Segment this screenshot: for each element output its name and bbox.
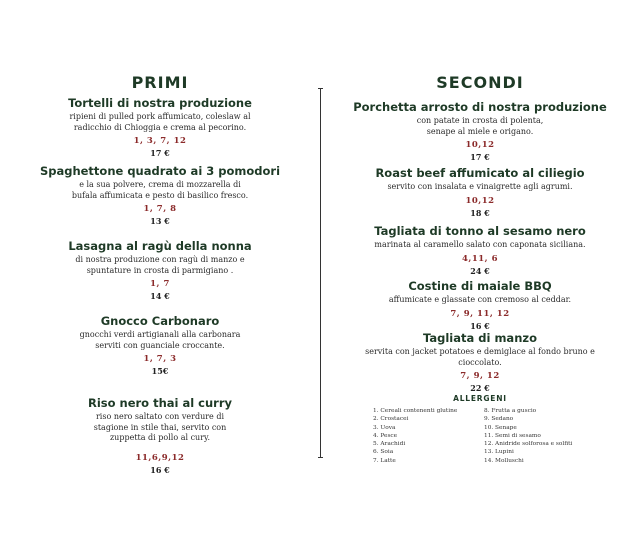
menu-item — [320, 279, 640, 332]
price: 14 € — [150, 291, 170, 301]
price: 22 € — [470, 383, 490, 393]
allergen-entry: 9. Sedano — [484, 416, 514, 423]
desc-line: bufala affumicata e pesto di basilico fresco. — [71, 190, 249, 200]
menu-item — [320, 224, 640, 277]
desc-line: con patate in crosta di polenta, — [416, 116, 544, 125]
menu-item — [320, 100, 640, 163]
desc-line: cioccolato. — [458, 357, 502, 367]
dish-title: Lasagna al ragù della nonna — [68, 239, 252, 253]
desc-line: servito con insalata e vinaigrette agli agrumi. — [387, 182, 573, 191]
desc-line: senape al miele e origano. — [426, 126, 534, 136]
divider-cap-bottom — [318, 457, 323, 458]
dish-description — [320, 347, 640, 368]
allergen-entry: 2. Crostacei — [373, 416, 409, 423]
dish-description — [320, 240, 640, 251]
desc-line: servita con jacket potatoes e demiglace al fondo bruno e — [365, 347, 595, 356]
allergen-codes: 1, 7 — [150, 279, 170, 289]
menu-item — [0, 96, 320, 159]
desc-line: gnocchi verdi artigianali alla carbonara — [79, 330, 241, 339]
allergen-list-left — [373, 407, 457, 465]
dish-title: Costine di maiale BBQ — [408, 279, 552, 293]
allergeni-title: ALLERGENI — [453, 394, 507, 403]
dish-description — [320, 295, 640, 306]
menu-item — [0, 164, 320, 227]
allergen-codes: 10,12 — [465, 195, 495, 206]
desc-line: di nostra produzione con ragù di manzo e — [75, 255, 245, 264]
allergen-list-right — [484, 407, 572, 465]
allergen-codes: 1, 7, 8 — [143, 204, 177, 214]
allergen-codes: 10,12 — [465, 140, 495, 150]
allergen-entry: 13. Lupini — [484, 449, 514, 456]
price: 18 € — [470, 207, 490, 218]
price: 24 € — [470, 265, 490, 276]
dish-description — [320, 182, 640, 193]
allergen-entry: 12. Anidride solforosa e solfiti — [484, 441, 573, 448]
dish-title: Riso nero thai al curry — [87, 396, 233, 410]
allergen-codes: 11,6,9,12 — [135, 452, 185, 463]
allergen-entry: 3. Uova — [373, 424, 396, 431]
desc-line: stagione in stile thai, servito con — [93, 422, 227, 432]
dish-description — [0, 112, 320, 133]
dish-description — [320, 116, 640, 137]
menu-item — [0, 396, 320, 476]
allergen-entry: 5. Arachidi — [373, 441, 406, 448]
price: 17 € — [150, 148, 170, 158]
dish-title: Tagliata di manzo — [423, 331, 537, 345]
desc-line: zuppetta di pollo al cury. — [109, 433, 211, 442]
dish-description — [0, 180, 320, 201]
menu-item — [0, 314, 320, 377]
allergen-entry: 1. Cereali contenenti glutine — [373, 408, 458, 414]
price: 17 € — [470, 152, 490, 162]
price: 16 € — [470, 320, 490, 331]
allergen-codes: 4,11, 6 — [461, 253, 499, 264]
dish-title: Porchetta arrosto di nostra produzione — [353, 100, 607, 114]
dish-description — [0, 255, 320, 276]
desc-line: radicchio di Chioggia e crema al pecorino. — [73, 122, 247, 132]
price: 15€ — [151, 366, 169, 376]
menu-item — [0, 239, 320, 302]
dish-description — [0, 330, 320, 351]
menu-item — [320, 331, 640, 394]
allergen-entry: 6. Soia — [373, 449, 394, 456]
price: 13 € — [150, 216, 170, 226]
allergen-entry: 10. Senape — [484, 424, 517, 431]
allergen-codes: 7, 9, 12 — [460, 371, 500, 381]
desc-line: serviti con guanciale croccante. — [95, 340, 225, 350]
secondi-heading: SECONDI — [436, 73, 524, 92]
price: 16 € — [150, 464, 170, 475]
allergen-codes: 1, 7, 3 — [143, 354, 177, 364]
desc-line: spuntature in crosta di parmigiano . — [86, 265, 234, 275]
dish-title: Tagliata di tonno al sesamo nero — [374, 224, 586, 238]
desc-line: e la sua polvere, crema di mozzarella di — [79, 180, 241, 189]
dish-title: Tortelli di nostra produzione — [68, 96, 252, 110]
allergen-entry: 11. Semi di sesamo — [484, 432, 541, 439]
allergen-codes: 7, 9, 11, 12 — [450, 308, 510, 319]
dish-description — [0, 412, 320, 444]
desc-line: affumicate e glassate con cremoso al ceddar. — [388, 295, 572, 304]
allergen-entry: 14. Molluschi — [484, 457, 524, 464]
allergen-entry: 4. Pesce — [373, 432, 398, 439]
primi-heading: PRIMI — [131, 73, 189, 92]
allergen-entry: 8. Frutta a guscio — [484, 408, 537, 414]
desc-line: riso nero saltato con verdure di — [95, 412, 225, 421]
dish-title: Roast beef affumicato al ciliegio — [375, 166, 585, 180]
menu-item — [320, 166, 640, 219]
allergen-codes: 1, 3, 7, 12 — [133, 136, 187, 146]
dish-title: Gnocco Carbonaro — [100, 314, 220, 328]
desc-line: ripieni di pulled pork affumicato, coleslaw al — [69, 112, 251, 121]
desc-line: marinata al caramello salato con caponata siciliana. — [374, 240, 586, 249]
dish-title: Spaghettone quadrato ai 3 pomodori — [39, 164, 281, 178]
allergen-entry: 7. Latte — [373, 457, 396, 464]
